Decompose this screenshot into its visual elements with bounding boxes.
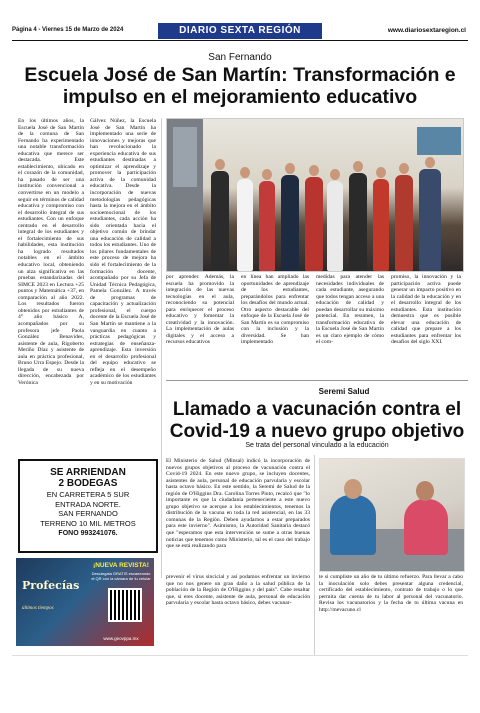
person-head: [285, 163, 295, 174]
ad-rent-heading: SE ARRIENDAN: [50, 467, 126, 478]
nurse-figure: [330, 495, 376, 555]
patient-figure: [404, 499, 448, 555]
column-divider: [314, 455, 315, 655]
person-figure: [211, 171, 229, 271]
person-figure: [305, 177, 323, 271]
person-figure: [327, 181, 343, 271]
ad-rent-size: TERRENO 10 MIL METROS: [40, 518, 136, 528]
magazine-website[interactable]: www.geovppa.mx: [103, 636, 139, 641]
article1-headline: Escuela José de San Martín: Transformación e impulso en el mejoramiento educativo: [24, 64, 456, 108]
article1-column-1: En los últimos años, la Escuela José de San Martín de la comuna de San Fernando ha experimentado una notable transformación educativa que merece ser destacada. Este establecimiento, ubicado en el corazón de la comunidad, ha pasado de ser una institución convencional a convertirse en un modelo a seguir en términos de calidad educativa y compromiso con el desarrollo integral de sus estudiantes. Con un enfoque centrado en el desarrollo integral de los estudiantes y el fortalecimiento de sus habilidades, esta institución ha logrado resultados notables en el ámbito educativo local, obteniendo un alza significativa en las pruebas estandarizadas del SIMCE 2023 en Lectura +25 puntos y Matemática +37, en comparación al año 2022. Los resultados fueron obtenidos por estudiantes de 4° año básico A, acompañados por su profesora jefe Paola González Benavides, asistente de aula, Rigoberto Meriño Díaz y asistente de aula en práctica profesional, Bruno Urra Espejo. Desde la llegada de su nueva dirección, encabezada por Verónica: [18, 118, 84, 386]
person-figure: [281, 175, 299, 271]
magazine-advertisement[interactable]: [16, 558, 154, 646]
article2-column-3: te si cumpliste un año de tu último refuerzo. Para llevar a cabo la inoculación solo debes presentar alguna credencial, certificado del establecimiento, contrato de trabajo o lo que permita dar cuenta de tu labor al personal del vacunatorio. Revisa los vacunatorios y la fecha de tu última vacuna en http://mevacuno.cl: [319, 574, 463, 613]
article2-kicker: Seremi Salud: [318, 387, 370, 396]
website-url[interactable]: www.diariosextaregion.cl: [387, 27, 466, 34]
ad-rent-phone: FONO 993241076.: [58, 530, 118, 537]
person-head: [376, 167, 386, 178]
magazine-banner: ¡NUEVA REVISTA!: [93, 562, 149, 569]
ad-rent-location: EN CARRETERA 5 SUR: [46, 490, 130, 499]
magazine-subtitle: últimos tiempos: [22, 606, 54, 611]
nurse-head: [344, 479, 362, 499]
newspaper-brand: DIARIO SEXTA REGIÓN: [158, 23, 322, 39]
students-group-photo: [166, 118, 464, 272]
rent-advertisement: [18, 459, 158, 553]
person-figure: [259, 181, 275, 271]
column-divider: [161, 118, 162, 578]
vaccination-photo: [319, 458, 465, 572]
person-head: [215, 159, 225, 170]
article2-column-1: El Ministerio de Salud (Minsal) indicó la incorporación de nuevos grupos objetivos al proceso de vacunación contra el Covid-19 2024. En este nuevo grupo, se incluyen docentes, asistentes de aula, personal de educación parvularia y escolar hasta octavo básico. En este sentido, la Seremi de Salud de la región de O'Higgins Dra. Carolina Torres Pinto, recalcó que "lo importante es que la ciudadanía perteneciente a este nuevo grupo objetivo se acerque a los establecimientos, tenemos la distribución de la vacuna en toda la red asistencial, en las 33 comunas de la Región. Deben ayudarnos a estar preparados para este invierno". Asimismo, la Autoridad Sanitaria destacó que "esperamos que esta intervención se sume a otras buenas noticias que tenemos como Ministerio, tal es el caso del trabajo que se está realizando para: [166, 458, 310, 550]
article2-headline: Llamado a vacunación contra el Covid-19 a nuevo grupo objetivo: [169, 399, 465, 442]
person-head: [240, 167, 250, 178]
person-head: [425, 157, 435, 168]
article2-column-2: prevenir el virus sincicial y así podamos enfrentar un invierno que no nos genere un gran daño a la salud pública de la población de la Región de O'Higgins y del país". Cabe resaltar que, si eres docente, asistente de aula, personal de educación parvularia y escolar hasta octavo básico, debes vacunar-: [166, 574, 310, 607]
person-head: [399, 163, 409, 174]
ad-rent-heading-2: 2 BODEGAS: [58, 478, 118, 489]
ad-rent-entrance: ENTRADA NORTE.: [55, 499, 121, 509]
article1-column-4: en línea han ampliado las oportunidades de aprendizaje de los estudiantes, preparándolos para enfrentar los desafíos del mundo actual. Otro aspecto destacable del enfoque de la Escuela José de San Martín es su compromiso con la inclusión y la diversidad. Se han implementado: [241, 274, 309, 346]
article1-kicker: San Fernando: [208, 52, 272, 63]
ad-rent-city: SAN FERNANDO: [58, 509, 118, 518]
person-figure: [373, 179, 389, 271]
article1-column-6: promiso, la innovación y la participación activa puede generar un impacto positivo en la calidad de la educación y en el desarrollo integral de los estudiantes. Esta institución demuestra que es posible elevar una educación de calidad que prepare a los estudiantes para enfrentar los desafíos del siglo XXI.: [391, 274, 461, 346]
footer-rule: [12, 655, 468, 656]
person-figure: [349, 173, 367, 271]
qr-code-icon[interactable]: [108, 588, 142, 622]
person-figure: [395, 175, 413, 271]
article2-subhead: Se trata del personal vinculado a la educación: [245, 442, 389, 449]
article1-column-3: por aprender. Además, la escuela ha promovido la integración de las nuevas tecnologías en el aula, reconociendo su potencial para enriquecer el proceso educativo y fomentar la creatividad y la innovación. La implementación de aulas digitales y el acceso a recursos educativos: [166, 274, 234, 346]
photo-bulletin-board: [417, 127, 461, 155]
person-head: [262, 169, 272, 180]
page-date: Página 4 - Viernes 15 de Marzo de 2024: [12, 27, 124, 33]
article1-column-2: Gálvez Núñez, la Escuela José de San Martín ha implementado una serie de innovaciones y mejoras que han revolucionado la experiencia educativa de sus estudiantes destinadas a optimizar el aprendizaje y promover la participación activa de la comunidad educativa. Desde la incorporación de nuevas metodologías pedagógicas hasta la mejora en el ámbito socioemocional de los estudiantes, cada acción ha sido orientada hacia el objetivo común de brindar una educación de calidad a todos los estudiantes. Uno de los pilares fundamentales de este proceso de mejora ha sido el fortalecimiento de la formación docente, acompañado por su Jefa de Unidad Técnica Pedagógica, Pamela González. A través de programas de capacitación y actualización profesional, el cuerpo docente de la Escuela José de San Martín se mantiene a la vanguardia en cuanto a prácticas pedagógicas y estrategias de enseñanza-aprendizaje. Esta inversión en el desarrollo profesional del equipo educativo se refleja en el desempeño académico de los estudiantes y en su motivación: [90, 118, 157, 386]
article1-column-5: medidas para atender las necesidades individuales de cada estudiante, asegurando que todos tengan acceso a una educación de calidad y puedan desarrollar su máximo potencial. En resumen, la transformación educativa de la Escuela José de San Martín es un claro ejemplo de cómo el com-: [316, 274, 384, 346]
person-head: [353, 161, 363, 172]
person-figure: [237, 179, 253, 271]
person-head: [309, 165, 319, 176]
magazine-download-note: Descárgala GRATIS escaneando el QR con la cámara de tu celular: [91, 571, 151, 581]
magazine-title: Profecías: [22, 579, 80, 592]
section-divider: [166, 380, 468, 381]
person-figure: [419, 169, 441, 271]
photo-door-window: [173, 127, 197, 187]
header-rule: [12, 40, 468, 41]
person-head: [330, 169, 340, 180]
patient-head: [416, 481, 434, 501]
